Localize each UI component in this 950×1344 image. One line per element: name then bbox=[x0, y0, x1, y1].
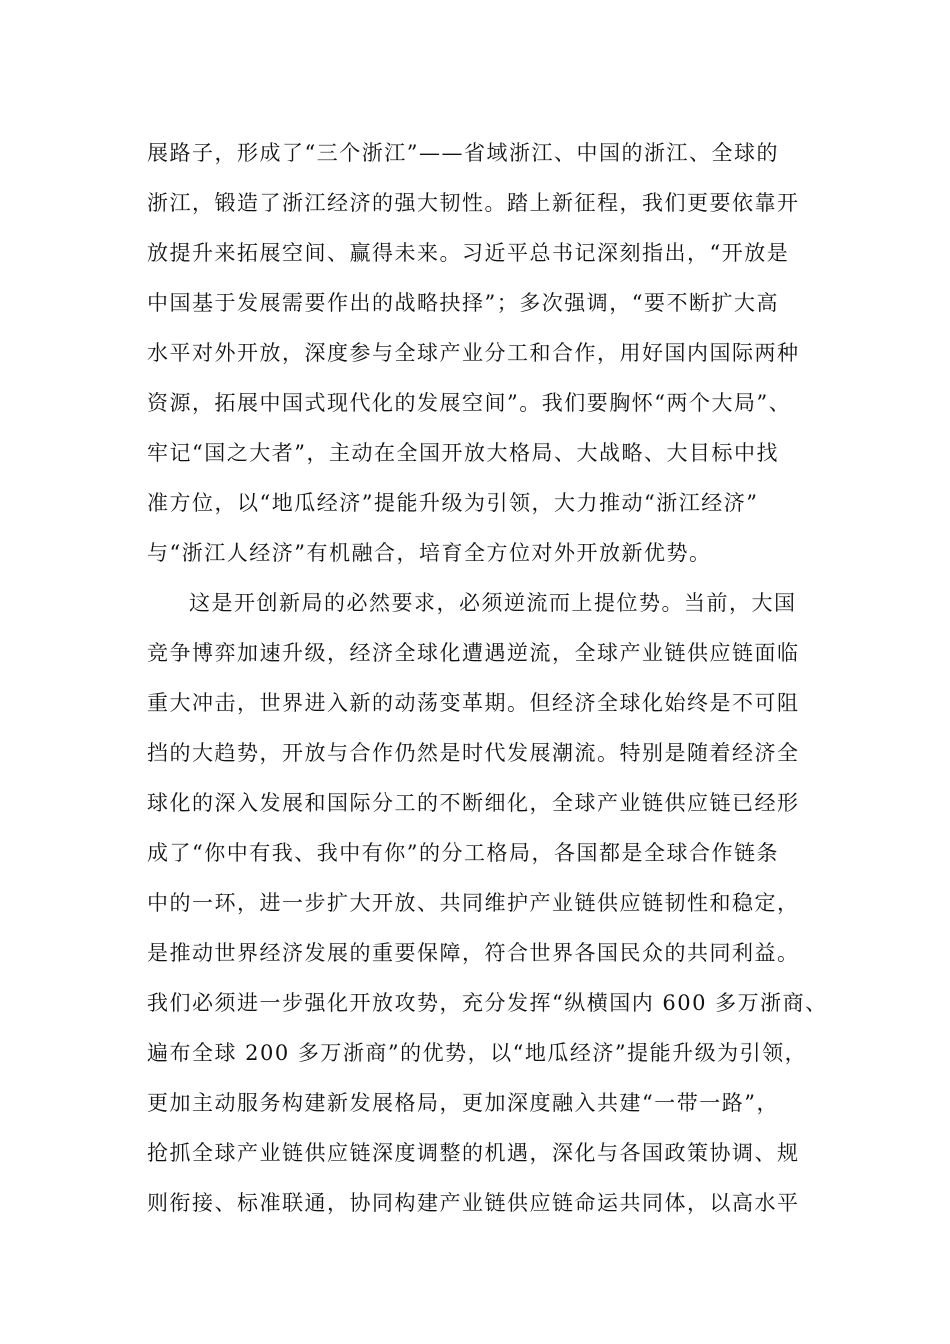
paragraph-start-line: 这是开创新局的必然要求，必须逆流而上提位势。当前，大国 bbox=[189, 591, 797, 615]
text-line: 重大冲击，世界进入新的动荡变革期。但经济全球化始终是不可阻 bbox=[147, 691, 800, 715]
text-line: 中国基于发展需要作出的战略抉择”；多次强调，“要不断扩大高 bbox=[147, 291, 779, 315]
text-line: 中的一环，进一步扩大开放、共同维护产业链供应链韧性和稳定， bbox=[147, 891, 800, 915]
text-line: 成了“你中有我、我中有你”的分工格局，各国都是全球合作链条 bbox=[147, 841, 779, 865]
text-line: 则衔接、标准联通，协同构建产业链供应链命运共同体，以高水平 bbox=[147, 1191, 800, 1215]
text-line: 竞争博弈加速升级，经济全球化遭遇逆流，全球产业链供应链面临 bbox=[147, 641, 800, 665]
text-line: 抢抓全球产业链供应链深度调整的机遇，深化与各国政策协调、规 bbox=[147, 1141, 800, 1165]
text-line: 展路子，形成了“三个浙江”——省域浙江、中国的浙江、全球的 bbox=[147, 141, 779, 165]
text-line: 浙江，锻造了浙江经济的强大韧性。踏上新征程，我们更要依靠开 bbox=[147, 191, 800, 215]
text-line: 准方位，以“地瓜经济”提能升级为引领，大力推动“浙江经济” bbox=[147, 491, 759, 515]
text-line: 资源，拓展中国式现代化的发展空间”。我们要胸怀“两个大局”、 bbox=[147, 391, 792, 415]
text-line: 与“浙江人经济”有机融合，培育全方位对外开放新优势。 bbox=[147, 541, 712, 565]
text-line: 挡的大趋势，开放与合作仍然是时代发展潮流。特别是随着经济全 bbox=[147, 741, 800, 765]
text-line: 球化的深入发展和国际分工的不断细化，全球产业链供应链已经形 bbox=[147, 791, 800, 815]
text-line: 放提升来拓展空间、赢得未来。习近平总书记深刻指出，“开放是 bbox=[147, 241, 790, 265]
text-line: 是推动世界经济发展的重要保障，符合世界各国民众的共同利益。 bbox=[147, 941, 800, 965]
text-line: 牢记“国之大者”，主动在全国开放大格局、大战略、大目标中找 bbox=[147, 441, 779, 465]
text-line: 遍布全球 200 多万浙商”的优势，以“地瓜经济”提能升级为引领， bbox=[147, 1041, 808, 1065]
text-line: 更加主动服务构建新发展格局，更加深度融入共建“一带一路”， bbox=[147, 1091, 779, 1115]
text-line: 我们必须进一步强化开放攻势，充分发挥“纵横国内 600 多万浙商、 bbox=[147, 991, 828, 1015]
body-text bbox=[147, 128, 827, 1228]
text-line: 水平对外开放，深度参与全球产业分工和合作，用好国内国际两种 bbox=[147, 341, 800, 365]
